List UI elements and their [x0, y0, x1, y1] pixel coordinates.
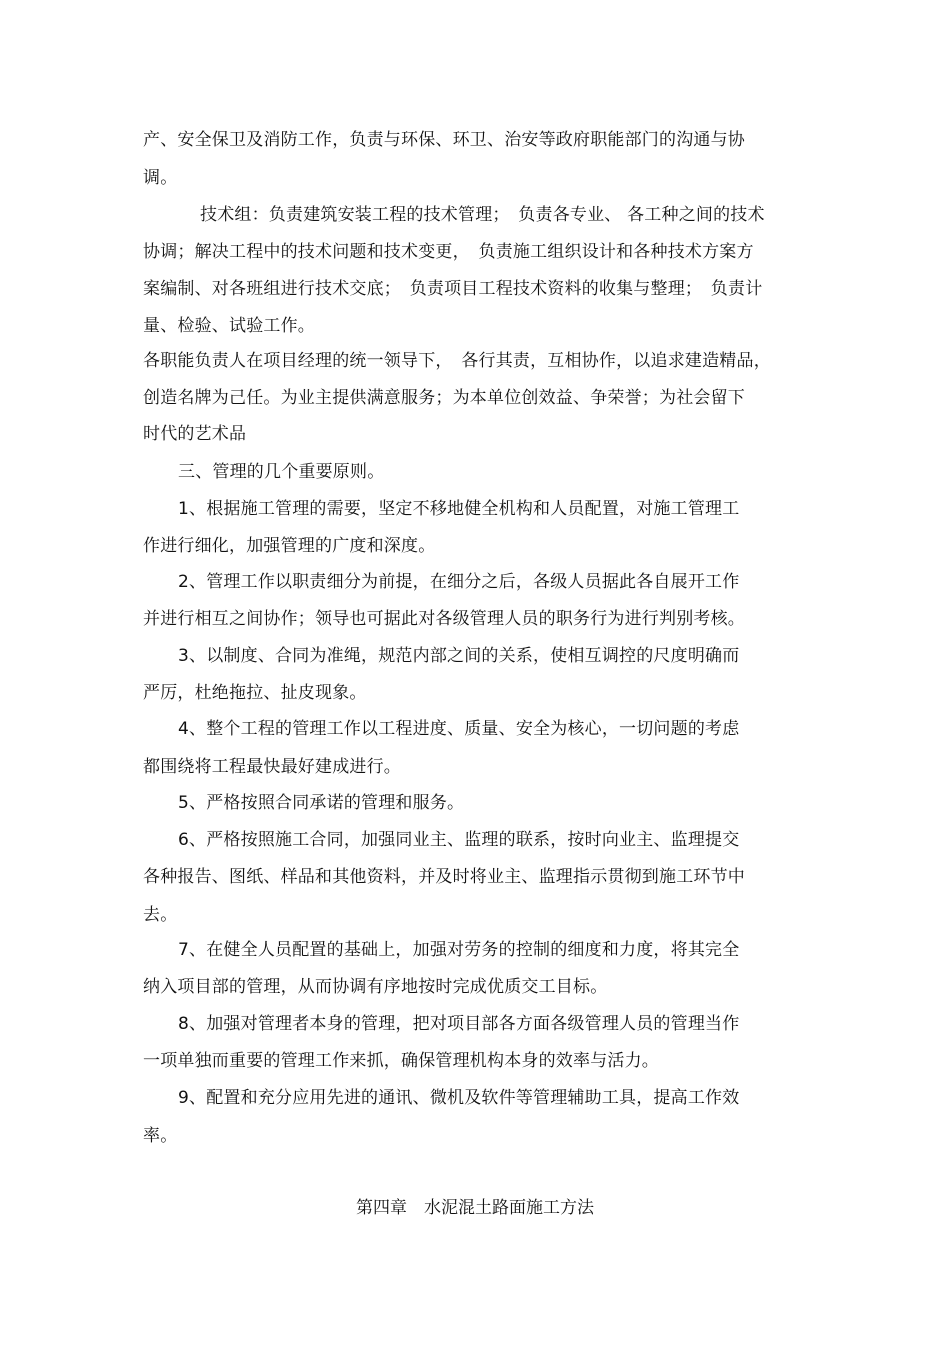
- list-item-line: 并进行相互之间协作；领导也可据此对各级管理人员的职务行为进行判别考核。: [143, 609, 745, 629]
- text-line: 创造名牌为己任。为业主提供满意服务；为本单位创效益、争荣誉；为社会留下: [143, 388, 745, 408]
- list-item-line: 8、加强对管理者本身的管理，把对项目部各方面各级管理人员的管理当作: [178, 1014, 740, 1034]
- list-item-line: 去。: [143, 905, 178, 925]
- list-item-line: 作进行细化，加强管理的广度和深度。: [143, 536, 436, 556]
- list-item-line: 纳入项目部的管理，从而协调有序地按时完成优质交工目标。: [143, 977, 608, 997]
- text-line: 协调；解决工程中的技术问题和技术变更， 负责施工组织设计和各种技术方案方: [143, 242, 754, 262]
- list-item-line: 一项单独而重要的管理工作来抓，确保管理机构本身的效率与活力。: [143, 1051, 659, 1071]
- list-item-line: 5、严格按照合同承诺的管理和服务。: [178, 793, 465, 813]
- list-item-line: 6、严格按照施工合同，加强同业主、监理的联系，按时向业主、监理提交: [178, 830, 740, 850]
- text-line: 产、安全保卫及消防工作，负责与环保、环卫、治安等政府职能部门的沟通与协: [143, 130, 745, 150]
- text-line: 各职能负责人在项目经理的统一领导下， 各行其责，互相协作，以追求建造精品，: [143, 351, 771, 371]
- text-line: 调。: [143, 168, 178, 188]
- list-item-line: 都围绕将工程最快最好建成进行。: [143, 757, 401, 777]
- list-item-line: 9、配置和充分应用先进的通讯、微机及软件等管理辅助工具，提高工作效: [178, 1088, 740, 1108]
- text-line: 时代的艺术品: [143, 424, 247, 444]
- list-item-line: 率。: [143, 1126, 178, 1146]
- chapter-heading: 第四章 水泥混土路面施工方法: [356, 1198, 594, 1218]
- text-line: 案编制、对各班组进行技术交底； 负责项目工程技术资料的收集与整理； 负责计: [143, 279, 763, 299]
- list-item-line: 严厉，杜绝拖拉、扯皮现象。: [143, 683, 367, 703]
- list-item-line: 各种报告、图纸、样品和其他资料，并及时将业主、监理指示贯彻到施工环节中: [143, 867, 745, 887]
- list-item-line: 7、在健全人员配置的基础上，加强对劳务的控制的细度和力度，将其完全: [178, 940, 740, 960]
- list-item-line: 4、整个工程的管理工作以工程进度、质量、安全为核心，一切问题的考虑: [178, 719, 740, 739]
- list-item-line: 1、根据施工管理的需要，坚定不移地健全机构和人员配置，对施工管理工: [178, 499, 740, 519]
- list-item-line: 3、以制度、合同为准绳，规范内部之间的关系，使相互调控的尺度明确而: [178, 646, 740, 666]
- list-item-line: 2、管理工作以职责细分为前提，在细分之后，各级人员据此各自展开工作: [178, 572, 740, 592]
- section-title: 三、管理的几个重要原则。: [178, 462, 385, 482]
- text-line: 技术组：负责建筑安装工程的技术管理； 负责各专业、 各工种之间的技术: [200, 205, 765, 225]
- text-line: 量、检验、试验工作。: [143, 316, 315, 336]
